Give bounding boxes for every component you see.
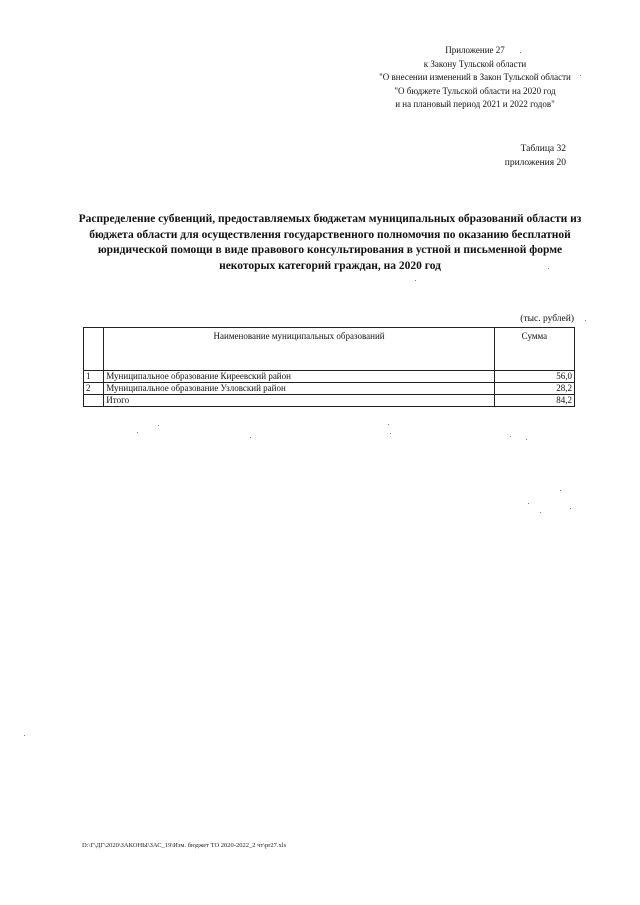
header-name: Наименование муниципальных образований <box>104 328 495 371</box>
row-sum: 84,2 <box>494 395 574 407</box>
table-ref-line-1: Таблица 32 <box>520 144 566 154</box>
appendix-line-3: "О внесении изменений в Закон Тульской области <box>379 72 571 82</box>
appendix-line-5: и на плановый период 2021 и 2022 годов" <box>395 99 555 109</box>
header-num <box>84 328 104 371</box>
row-municipality: Итого <box>104 395 495 407</box>
file-path-footer: D:\Г\ДГ\2020\ЗАКОНЫ\ЗАС_19\Изм. бюджет ТО 2020-2022_2 чт\pr27.xls <box>82 842 287 849</box>
row-number: 1 <box>84 371 104 383</box>
row-number <box>84 395 104 407</box>
table-ref-line-2: приложения 20 <box>504 157 566 168</box>
row-municipality: Муниципальное образование Киреевский район <box>104 371 495 383</box>
header-sum: Сумма <box>494 328 574 371</box>
table-header-row <box>84 328 575 371</box>
units-label: (тыс. рублей) <box>520 314 574 324</box>
appendix-line-2: к Закону Тульской области <box>423 58 527 69</box>
row-municipality: Муниципальное образование Узловский район <box>104 383 495 395</box>
document-title: Распределение субвенций, предоставляемых бюджетам муниципальных образований области из бюджета области для осуществления государственного полномочия по оказанию бесплатной юридической помощи в виде правового консультирования в устной и письменной форме некоторых категорий граждан, на 2020 год <box>78 213 582 272</box>
row-number: 2 <box>84 383 104 395</box>
appendix-line-4: "О бюджете Тульской области на 2020 год <box>394 85 556 96</box>
appendix-header <box>360 44 590 112</box>
table-row <box>84 383 575 395</box>
row-sum: 56,0 <box>494 371 574 383</box>
subvention-table <box>83 327 575 407</box>
table-row <box>84 371 575 383</box>
table-reference <box>470 143 566 170</box>
row-sum: 28,2 <box>494 383 574 395</box>
appendix-line-1: Приложение 27 <box>445 45 505 55</box>
table-total-row <box>84 395 575 407</box>
